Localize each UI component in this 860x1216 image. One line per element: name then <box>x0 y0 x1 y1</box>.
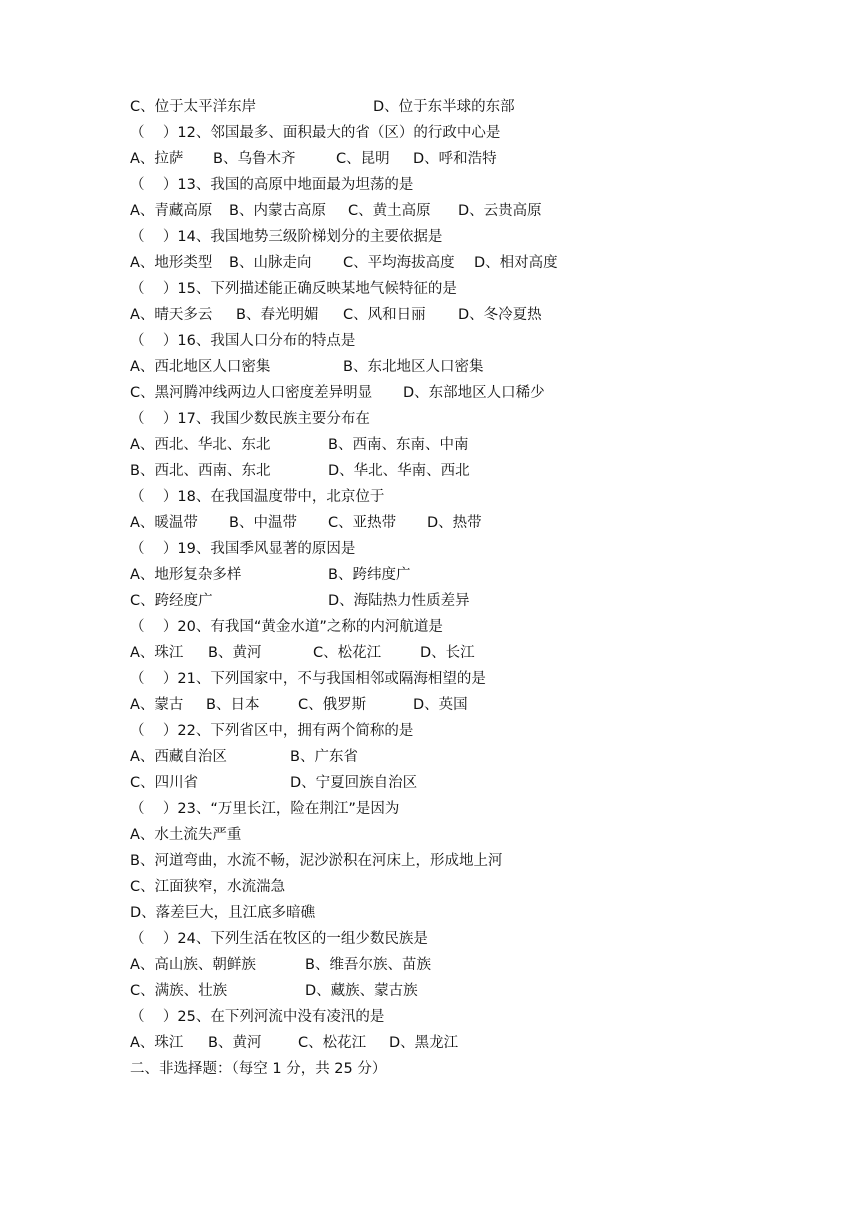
answer-option: B、西南、东南、中南 <box>328 437 469 453</box>
answer-option: D、海陆热力性质差异 <box>328 593 470 609</box>
answer-option: C、平均海拔高度 <box>343 255 455 271</box>
line-text: A、水土流失严重 <box>130 827 242 843</box>
answer-option: A、高山族、朝鲜族 <box>130 957 256 973</box>
option-line <box>0 746 860 768</box>
answer-option: B、东北地区人口密集 <box>343 359 484 375</box>
question-line <box>0 408 860 430</box>
line-text: （ ）16、我国人口分布的特点是 <box>130 333 356 349</box>
option-line <box>0 200 860 222</box>
line-text: C、江面狭窄，水流湍急 <box>130 879 286 895</box>
question-line <box>0 486 860 508</box>
answer-option: C、黑河腾冲线两边人口密度差异明显 <box>130 385 373 401</box>
answer-option: C、跨经度广 <box>130 593 213 609</box>
line-text: （ ）19、我国季风显著的原因是 <box>130 541 356 557</box>
answer-option: D、藏族、蒙古族 <box>305 983 418 999</box>
option-line <box>0 772 860 794</box>
answer-option: B、西北、西南、东北 <box>130 463 271 479</box>
option-line <box>0 850 860 872</box>
answer-option: B、山脉走向 <box>229 255 312 271</box>
answer-option: A、珠江 <box>130 645 184 661</box>
answer-option: A、西北地区人口密集 <box>130 359 271 375</box>
answer-option: B、春光明媚 <box>236 307 319 323</box>
answer-option: D、东部地区人口稀少 <box>403 385 545 401</box>
answer-option: C、昆明 <box>336 151 390 167</box>
answer-option: D、宁夏回族自治区 <box>290 775 418 791</box>
line-text: 二、非选择题：（每空 1 分，共 25 分） <box>130 1061 387 1077</box>
answer-option: C、松花江 <box>298 1035 367 1051</box>
section-heading <box>0 1058 860 1080</box>
question-line <box>0 928 860 950</box>
line-text: （ ）13、我国的高原中地面最为坦荡的是 <box>130 177 414 193</box>
answer-option: B、广东省 <box>290 749 358 765</box>
option-line <box>0 902 860 924</box>
line-text: D、落差巨大，且江底多暗礁 <box>130 905 316 921</box>
question-line <box>0 720 860 742</box>
answer-option: D、华北、华南、西北 <box>328 463 470 479</box>
option-line <box>0 434 860 456</box>
question-line <box>0 538 860 560</box>
answer-option: A、地形复杂多样 <box>130 567 242 583</box>
line-text: （ ）14、我国地势三级阶梯划分的主要依据是 <box>130 229 443 245</box>
answer-option: A、蒙古 <box>130 697 184 713</box>
option-line <box>0 1032 860 1054</box>
option-line <box>0 382 860 404</box>
line-text: （ ）15、下列描述能正确反映某地气候特征的是 <box>130 281 457 297</box>
option-line <box>0 590 860 612</box>
answer-option: D、黑龙江 <box>389 1035 459 1051</box>
line-text: （ ）12、邻国最多、面积最大的省（区）的行政中心是 <box>130 125 501 141</box>
answer-option: B、跨纬度广 <box>328 567 411 583</box>
answer-option: C、位于太平洋东岸 <box>130 99 257 115</box>
question-line <box>0 122 860 144</box>
answer-option: A、晴天多云 <box>130 307 213 323</box>
question-line <box>0 1006 860 1028</box>
option-line <box>0 694 860 716</box>
line-text: （ ）23、“万里长江，险在荆江”是因为 <box>130 801 400 817</box>
answer-option: B、日本 <box>206 697 260 713</box>
option-line <box>0 252 860 274</box>
question-line <box>0 330 860 352</box>
question-line <box>0 174 860 196</box>
answer-option: D、相对高度 <box>474 255 558 271</box>
answer-option: D、云贵高原 <box>458 203 542 219</box>
line-text: （ ）18、在我国温度带中，北京位于 <box>130 489 385 505</box>
answer-option: B、黄河 <box>208 645 262 661</box>
line-text: （ ）20、有我国“黄金水道”之称的内河航道是 <box>130 619 443 635</box>
option-line <box>0 824 860 846</box>
answer-option: A、青藏高原 <box>130 203 213 219</box>
question-line <box>0 668 860 690</box>
answer-option: C、俄罗斯 <box>298 697 367 713</box>
question-line <box>0 616 860 638</box>
answer-option: B、乌鲁木齐 <box>213 151 296 167</box>
line-text: （ ）25、在下列河流中没有凌汛的是 <box>130 1009 385 1025</box>
option-line <box>0 356 860 378</box>
option-line <box>0 304 860 326</box>
question-line <box>0 798 860 820</box>
answer-option: D、位于东半球的东部 <box>373 99 515 115</box>
line-text: B、河道弯曲，水流不畅，泥沙淤积在河床上，形成地上河 <box>130 853 503 869</box>
answer-option: D、英国 <box>413 697 468 713</box>
answer-option: C、亚热带 <box>328 515 397 531</box>
option-line <box>0 980 860 1002</box>
answer-option: A、地形类型 <box>130 255 213 271</box>
answer-option: B、维吾尔族、苗族 <box>305 957 431 973</box>
option-line <box>0 148 860 170</box>
option-line <box>0 96 860 118</box>
answer-option: A、西藏自治区 <box>130 749 227 765</box>
answer-option: D、冬冷夏热 <box>458 307 542 323</box>
answer-option: C、黄土高原 <box>348 203 431 219</box>
answer-option: A、暖温带 <box>130 515 198 531</box>
line-text: （ ）22、下列省区中，拥有两个简称的是 <box>130 723 414 739</box>
answer-option: D、长江 <box>420 645 475 661</box>
option-line <box>0 876 860 898</box>
line-text: （ ）17、我国少数民族主要分布在 <box>130 411 370 427</box>
answer-option: D、热带 <box>427 515 482 531</box>
answer-option: C、风和日丽 <box>343 307 426 323</box>
answer-option: B、内蒙古高原 <box>229 203 326 219</box>
answer-option: A、拉萨 <box>130 151 184 167</box>
option-line <box>0 954 860 976</box>
answer-option: B、黄河 <box>208 1035 262 1051</box>
answer-option: D、呼和浩特 <box>413 151 497 167</box>
option-line <box>0 512 860 534</box>
line-text: （ ）24、下列生活在牧区的一组少数民族是 <box>130 931 428 947</box>
answer-option: C、四川省 <box>130 775 199 791</box>
answer-option: A、西北、华北、东北 <box>130 437 271 453</box>
option-line <box>0 564 860 586</box>
option-line <box>0 642 860 664</box>
question-line <box>0 226 860 248</box>
answer-option: A、珠江 <box>130 1035 184 1051</box>
line-text: （ ）21、下列国家中，不与我国相邻或隔海相望的是 <box>130 671 486 687</box>
answer-option: C、松花江 <box>313 645 382 661</box>
answer-option: B、中温带 <box>229 515 297 531</box>
question-line <box>0 278 860 300</box>
option-line <box>0 460 860 482</box>
answer-option: C、满族、壮族 <box>130 983 228 999</box>
